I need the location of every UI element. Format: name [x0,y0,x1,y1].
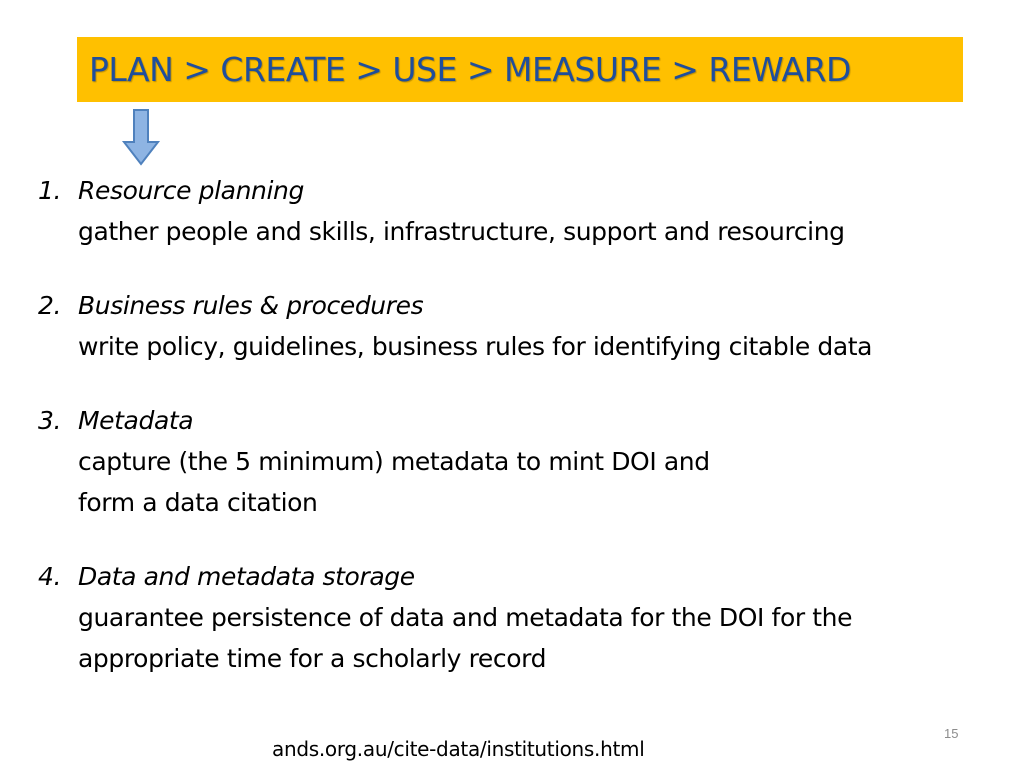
slide-title: PLAN > CREATE > USE > MEASURE > REWARD [89,50,851,89]
list-item-heading: Data and metadata storage [78,562,415,591]
list-item-number: 3. [38,406,62,435]
list-item-text: guarantee persistence of data and metadata for the DOI for the [78,603,853,632]
page-number: 15 [944,726,959,741]
list-item [38,556,998,679]
list-item-number: 1. [38,176,62,205]
footer-link[interactable]: ands.org.au/cite-data/institutions.html [272,737,645,761]
list-item-text: capture (the 5 minimum) metadata to mint DOI and [78,447,710,476]
list-item-text: gather people and skills, infrastructure, support and resourcing [78,217,845,246]
list-item-heading: Resource planning [78,176,304,205]
list-item-heading: Business rules & procedures [78,291,424,320]
list-item-text: write policy, guidelines, business rules for identifying citable data [78,332,873,361]
list-item [38,285,998,367]
list-item-text: form a data citation [78,488,318,517]
list-item-number: 2. [38,291,62,320]
title-banner [77,37,963,102]
list-item-heading: Metadata [78,406,194,435]
list-item [38,400,998,523]
numbered-list [38,170,998,712]
list-item-text: appropriate time for a scholarly record [78,644,547,673]
list-item-number: 4. [38,562,62,591]
down-arrow-icon [121,108,161,166]
list-item [38,170,998,252]
